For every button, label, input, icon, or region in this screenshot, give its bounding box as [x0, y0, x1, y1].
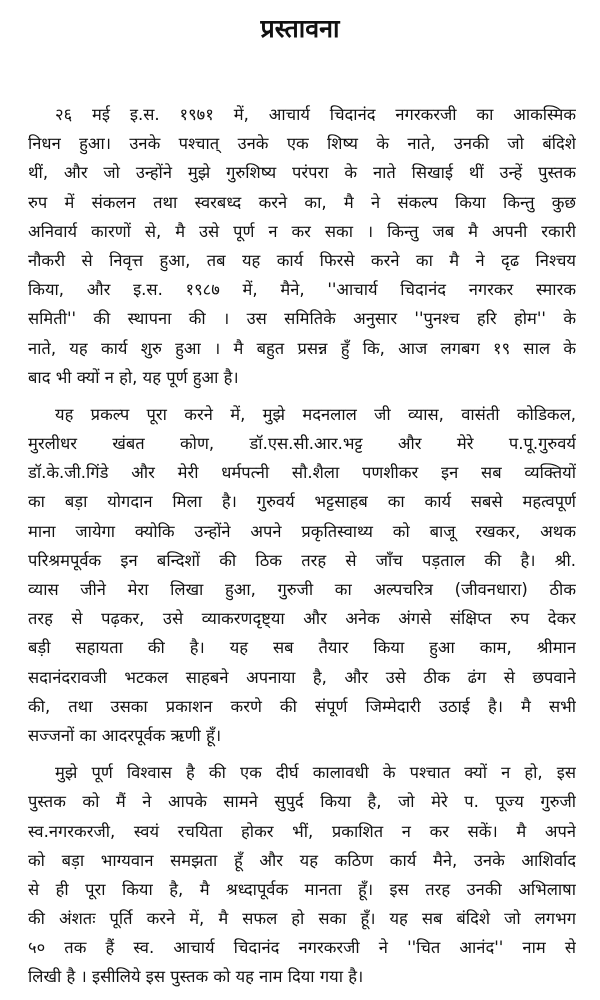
text-line: लिखी है । इसीलिये इस पुस्तक को यह नाम दिया गया है।	[28, 967, 364, 987]
text-line: किया, और इ.स. १९८७ में, मैने, ''आचार्य चिदानंद नगरकर स्मारक	[28, 280, 576, 300]
text-line: मुरलीधर खंबत कोण, डॉ.एस.सी.आर.भट्ट और मेरे प.पू.गुरुवर्य	[28, 434, 576, 454]
text-line: थीं, और जो उन्होंने मुझे गुरुशिष्य परंपरा के नाते सिखाई थीं उन्हें पुस्तक	[28, 163, 576, 183]
text-line: निधन हुआ। उनके पश्चात् उनके एक शिष्य के नाते, उनकी जो बंदिशे	[28, 134, 576, 154]
text-line: को बड़ा भाग्यवान समझता हूँ और यह कठिण कार्य मैने, उनके आशिर्वाद	[28, 850, 576, 870]
text-line: परिश्रमपूर्वक इन बन्दिशों की ठिक तरह से जाँच पड़ताल की है। श्री.	[28, 550, 576, 570]
text-line: डॉ.के.जी.गिंडे और मेरी धर्मपत्नी सौ.शैला पणशीकर इन सब व्यक्तियों	[28, 463, 576, 483]
paragraph-2	[28, 400, 576, 750]
text-line: की अंशतः पूर्ति करने में, मै सफल हो सका हूँ। यह सब बंदिशे जो लगभग	[28, 909, 576, 929]
text-line: समिती'' की स्थापना की । उस समितिके अनुसार ''पुनश्च हरि होम'' के	[28, 309, 576, 329]
text-line: नौकरी से निवृत्त हुआ, तब यह कार्य फिरसे करने का मै ने दृढ निश्चय	[28, 250, 576, 270]
text-line: सज्जनों का आदरपूर्वक ऋणी हूँ।	[28, 725, 222, 745]
page-title: प्रस्तावना	[260, 14, 340, 43]
text-line: २६ मई इ.स. १९७१ में, आचार्य चिदानंद नगरकरजी का आकस्मिक	[55, 105, 576, 124]
text-line: की, तथा उसका प्रकाशन करणे की संपूर्ण जिम्मेदारी उठाई है। मै सभी	[28, 696, 576, 716]
text-line: ५० तक हैं स्व. आचार्य चिदानंद नगरकरजी ने ''चित आनंद'' नाम से	[28, 938, 576, 958]
paragraph-3	[28, 758, 576, 992]
text-line: पुस्तक को मैं ने आपके सामने सुपुर्द किया है, जो मेरे प. पूज्य गुरुजी	[28, 792, 576, 812]
text-line: रुप में संकलन तथा स्वरबध्द करने का, मै ने संकल्प किया किन्तु कुछ	[28, 192, 576, 212]
text-line: सदानंदरावजी भटकल साहबने अपनाया है, और उसे ठीक ढंग से छपवाने	[28, 667, 576, 687]
text-line: से ही पूरा किया है, मै श्रध्दापूर्वक मानता हूँ। इस तरह उनकी अभिलाषा	[28, 879, 576, 899]
paragraph-1	[28, 100, 576, 392]
text-line: बाद भी क्यों न हो, यह पूर्ण हुआ है।	[28, 367, 239, 387]
text-line: नाते, यह कार्य शुरु हुआ । मै बहुत प्रसन्न हुँ कि, आज लगबग १९ साल के	[28, 338, 576, 358]
text-line: व्यास जीने मेरा लिखा हुआ, गुरुजी का अल्पचरित्र (जीवनधारा) ठीक	[28, 580, 576, 599]
text-line: अनिवार्य कारणों से, मै उसे पूर्ण न कर सका । किन्तु जब मै अपनी रकारी	[28, 221, 576, 241]
text-line: तरह से पढ़कर, उसे व्याकरणदृष्ट्या और अनेक अंगसे संक्षिप्त रुप देकर	[28, 609, 576, 629]
text-line: स्व.नगरकरजी, स्वयं रचयिता होकर भीं, प्रकाशित न कर सकें। मै अपने	[28, 821, 576, 841]
text-line: मुझे पूर्ण विश्वास है की एक दीर्घ कालावधी के पश्चात क्यों न हो, इस	[55, 763, 576, 783]
body-text	[28, 100, 576, 1000]
text-line: का बड़ा योगदान मिला है। गुरुवर्य भट्टसाहब का कार्य सबसे महत्वपूर्ण	[28, 492, 576, 512]
text-line: यह प्रकल्प पूरा करने में, मुझे मदनलाल जी व्यास, वासंती कोडिकल,	[55, 404, 576, 424]
text-line: बड़ी सहायता की है। यह सब तैयार किया हुआ काम, श्रीमान	[28, 638, 576, 658]
text-line: माना जायेगा क्योकि उन्होंने अपने प्रकृतिस्वाथ्य को बाजू रखकर, अथक	[28, 521, 576, 541]
